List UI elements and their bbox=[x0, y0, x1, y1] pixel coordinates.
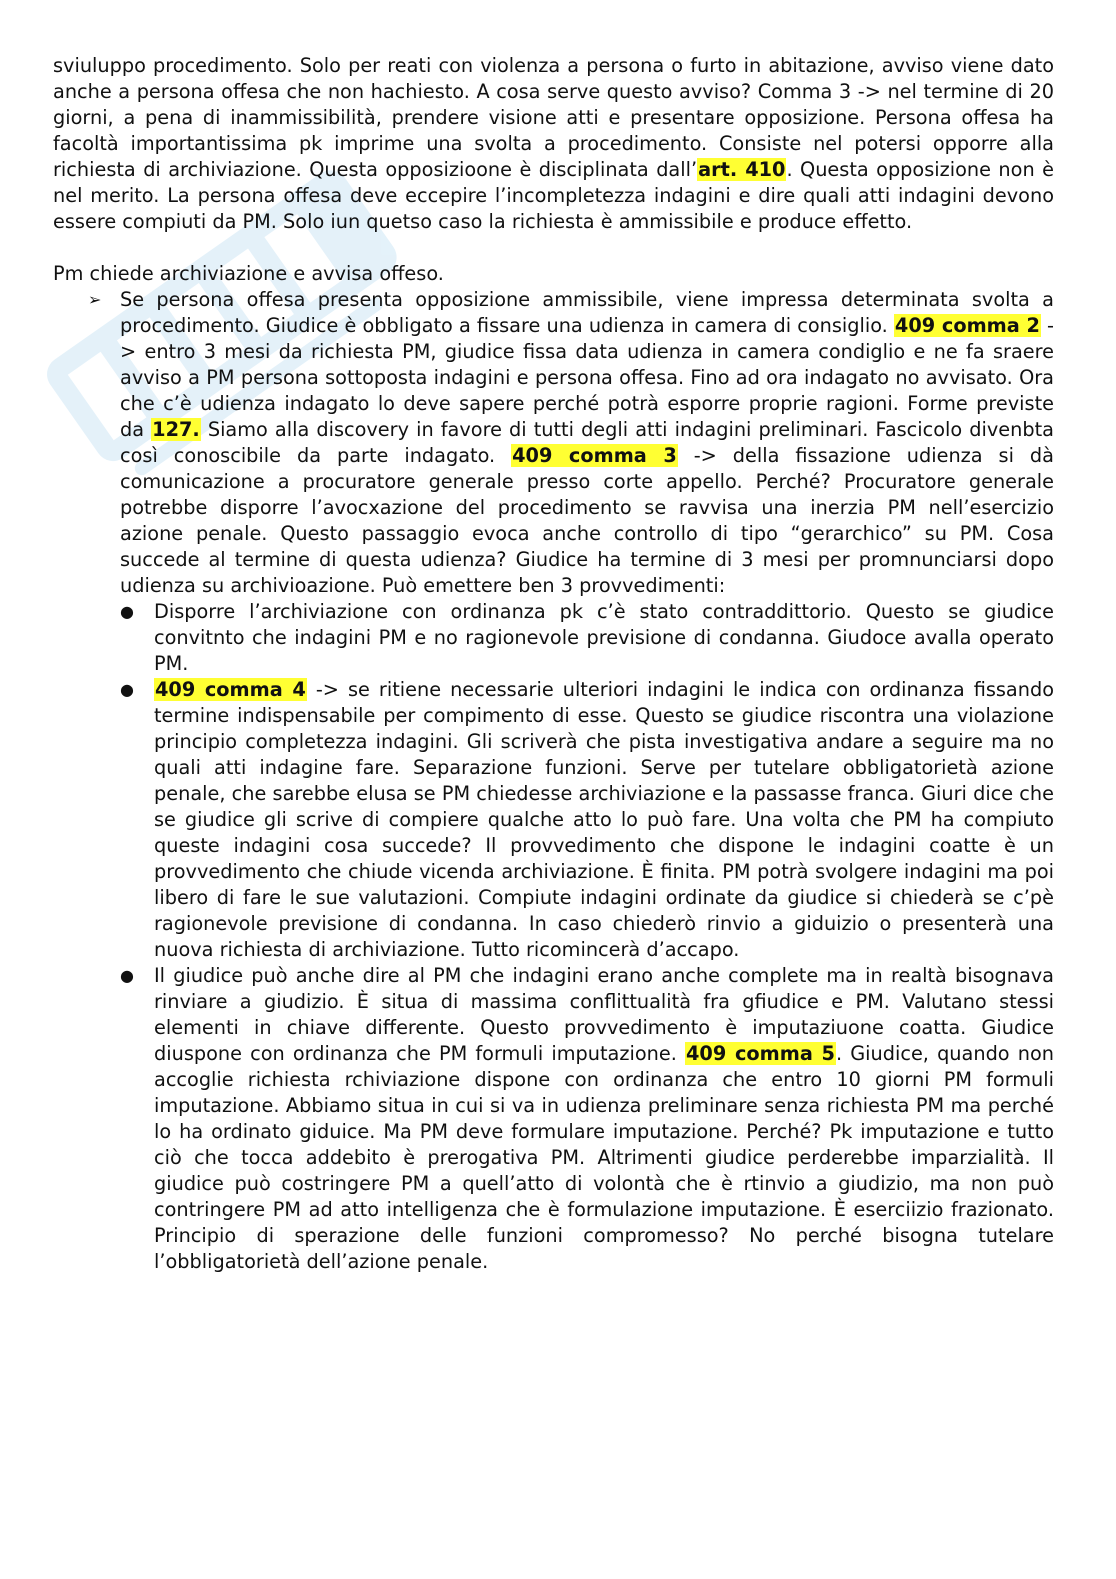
highlight-409-comma-4: 409 comma 4 bbox=[155, 678, 306, 701]
bullet-list-item: ● Il giudice può anche dire al PM che indagini erano anche complete ma in realtà bisognava rinviare a giudizio. È situa di massima conflittualità fra gfiudice e PM. Valutano stessi elementi in chiave differente. Questo provvedimento è imputaziuone coatta. Giudice diuspone con ordinanza che PM formuli imputazione. 409 comma 5. Giudice, quando non accoglie richiesta rchiviazione dispone con ordinanza che entro 10 giorni PM formuli imputazione. Abbiamo situa in cui si va in udienza preliminare senza richiesta PM ma perché lo ha ordinato giduice. Ma PM deve formulare imputazione. Perché? Pk imputazione e tutto ciò che tocca addebito è prerogativa PM. Altrimenti giudice perderebbe imparzialità. Il giudice può costringere PM a quell’atto di volontà che è rtinvio a giudizio, ma non può contringere PM ad atto intelligenza che è formulazione imputazione. È eserciizio frazionato. Principio di sperazione delle funzioni compromesso? No perché bisogna tutelare l’obbligatorietà dell’azione penale. bbox=[120, 964, 1054, 1273]
arrow-list bbox=[53, 287, 1054, 1275]
highlight-art-410: art. 410 bbox=[698, 158, 786, 181]
highlight-409-comma-5: 409 comma 5 bbox=[686, 1042, 835, 1065]
highlight-409-comma-3: 409 comma 3 bbox=[512, 444, 677, 467]
spacer bbox=[53, 235, 1054, 261]
arrow-list-item: ➢ Se persona offesa presenta opposizione ammissibile, viene impressa determinata svolta a procedimento. Giudice è obbligato a fissare una udienza in camera di consiglio. 409 comma 2 -> entro 3 mesi da richiesta PM, giudice fissa data udienza in camera condiglio e ne fa sraere avviso a PM persona sottoposta indagini e persona offesa. Fino ad ora indagato no avvisato. Ora che c’è udienza indagato lo deve sapere perché potrà esporre proprie ragioni. Forme previste da 127. Siamo alla discovery in favore di tutti degli atti indagini preliminari. Fascicolo divenbta così conoscibile da parte indagato. 409 comma 3 -> della fissazione udienza si dà comunicazione a procuratore generale presso corte appello. Perché? Procuratore generale potrebbe disporre l’avocxazione del procedimento se ravvisa una inerzia PM nell’esercizio azione penale. Questo passaggio evoca anche controllo di tipo “gerarchico” su PM. Cosa succede al termine di questa udienza? Giudice ha termine di 3 mesi per promnunciarsi dopo udienza su archivioazione. Può emettere ben 3 provvedimenti: ● Disporre l’archiviazione con ordinanza pk c’è stato contraddittorio. Questo se giudice convitnto che indagini PM e no ragionevole previsione di condanna. Giudoce avalla operato PM. ● 409 comma 4 -> se ritiene necessarie ulteriori indagini le indica con ordinanza fissando termine indispensabile per compimento di esse. Questo se giudice riscontra una violazione principio completezza indagini. Gli scriverà che pista investigativa andare a seguire ma no quali atti indagine fare. Separazione funzioni. Serve per tutelare obbligatorietà azione penale, che sarebbe elusa se PM chiedesse archiviazione e la passasse franca. Giuri dice che se giudice gli scrive di compiere qualche atto lo può fare. Una volta che PM ha compiuto queste indagini cosa succede? Il provvedimento che dispone le indagini coatte è un provvedimento che chiude vicenda archiviazione. È finita. PM potrà svolgere indagini ma poi libero di fare le sue valutazioni. Compiute indagini ordinate da giudice si chiederà se c’pè ragionevole previsione di condanna. In caso chiederò rinvio a giduizio o presenterà una nuova richiesta di archiviazione. Tutto ricomincerà d’accapo. ● Il giudice può anche dire al PM che indagini erano anche complete ma in realtà bisognava rinviare a giudizio. È situa di massima conflittualità fra gfiudice e PM. Valutano stessi elementi in chiave differente. Questo provvedimento è imputaziuone coatta. Giudice diuspone con ordinanza che PM formuli imputazione. 409 comma 5. Giudice, quando non accoglie richiesta rchiviazione dispone con ordinanza che entro 10 giorni PM formuli imputazione. Abbiamo situa in cui si va in udienza preliminare senza richiesta PM ma perché lo ha ordinato giduice. Ma PM deve formulare imputazione. Perché? Pk imputazione e tutto ciò che tocca addebito è prerogativa PM. Altrimenti giudice perderebbe imparzialità. Il giudice può costringere PM a quell’atto di volontà che è rtinvio a giudizio, ma non può contringere PM ad atto intelligenza che è formulazione imputazione. È eserciizio frazionato. Principio di sperazione delle funzioni compromesso? No perché bisogna tutelare l’obbligatorietà dell’azione penale. bbox=[88, 288, 1054, 1273]
document-page bbox=[53, 53, 1054, 1275]
bullet-list-item: ● 409 comma 4 -> se ritiene necessarie ulteriori indagini le indica con ordinanza fissando termine indispensabile per compimento di esse. Questo se giudice riscontra una violazione principio completezza indagini. Gli scriverà che pista investigativa andare a seguire ma no quali atti indagine fare. Separazione funzioni. Serve per tutelare obbligatorietà azione penale, che sarebbe elusa se PM chiedesse archiviazione e la passasse franca. Giuri dice che se giudice gli scrive di compiere qualche atto lo può fare. Una volta che PM ha compiuto queste indagini cosa succede? Il provvedimento che dispone le indagini coatte è un provvedimento che chiude vicenda archiviazione. È finita. PM potrà svolgere indagini ma poi libero di fare le sue valutazioni. Compiute indagini ordinate da giudice si chiederà se c’pè ragionevole previsione di condanna. In caso chiederò rinvio a giduizio o presenterà una nuova richiesta di archiviazione. Tutto ricomincerà d’accapo. bbox=[120, 678, 1054, 961]
bullet-icon: ● bbox=[120, 602, 134, 621]
bullet-icon: ● bbox=[120, 680, 134, 699]
paragraph-pm-request: Pm chiede archiviazione e avvisa offeso. bbox=[53, 262, 444, 285]
bullet-icon: ● bbox=[120, 966, 134, 985]
arrow-bullet-icon: ➢ bbox=[88, 290, 102, 309]
paragraph-intro: sviuluppo procedimento. Solo per reati con violenza a persona o furto in abitazione, avviso viene dato anche a persona offesa che non hachiesto. A cosa serve questo avviso? Comma 3 -> nel termine di 20 giorni, a pena di inammissibilità, prendere visione atti e presentare opposizione. Persona offesa ha facoltà importantissima pk imprime una svolta a procedimento. Consiste nel potersi opporre alla richiesta di archiviazione. Questa opposizioone è disciplinata dall’art. 410. Questa opposizione non è nel merito. La persona offesa deve eccepire l’incompletezza indagini e dire quali atti indagini devono essere compiuti da PM. Solo iun quetso caso la richiesta è ammissibile e produce effetto. bbox=[53, 54, 1054, 233]
highlight-409-comma-2: 409 comma 2 bbox=[894, 314, 1040, 337]
bullet-list-item: ● Disporre l’archiviazione con ordinanza pk c’è stato contraddittorio. Questo se giudice convitnto che indagini PM e no ragionevole previsione di condanna. Giudoce avalla operato PM. bbox=[120, 600, 1054, 675]
bullet-list bbox=[120, 599, 1054, 1275]
highlight-127: 127. bbox=[152, 418, 200, 441]
